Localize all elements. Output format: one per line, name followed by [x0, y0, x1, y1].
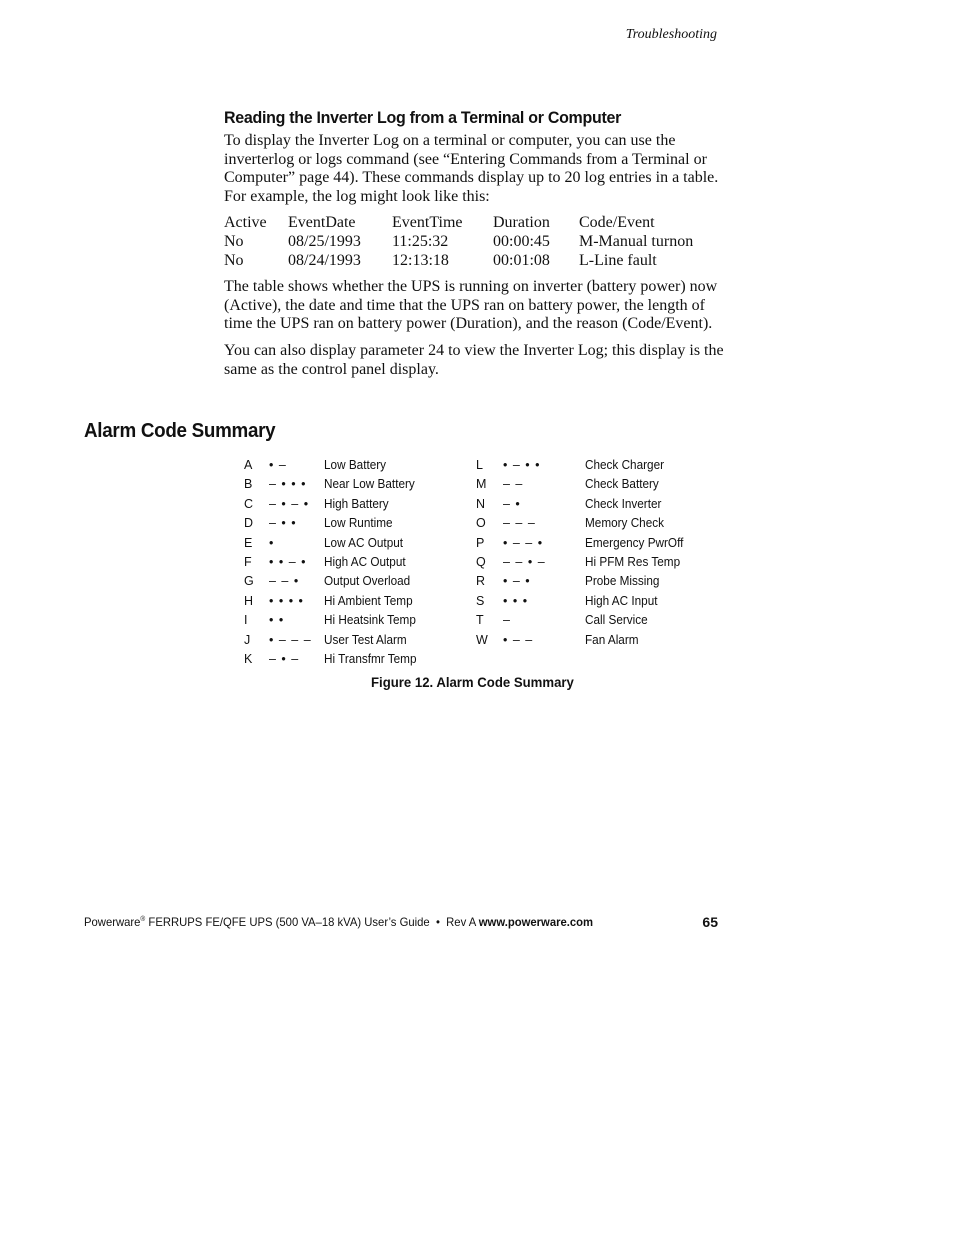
footer-title: FERRUPS FE/QFE UPS (500 VA–18 kVA) User’s Guide • Rev A	[145, 915, 479, 929]
alarm-code-pattern: – • • •	[269, 477, 307, 492]
alarm-code-letter: T	[476, 613, 484, 628]
alarm-code-pattern: – – –	[503, 516, 536, 531]
alarm-code-letter: O	[476, 516, 486, 531]
note-paragraph: You can also display parameter 24 to view the Inverter Log; this display is the same as the control panel display.	[224, 341, 724, 378]
alarm-code-description: Fan Alarm	[585, 632, 639, 647]
alarm-code-pattern: • – – –	[269, 632, 312, 647]
log-cell: L-Line fault	[579, 251, 657, 269]
alarm-code-letter: B	[244, 477, 253, 492]
alarm-code-pattern: – • •	[269, 516, 297, 531]
page-footer	[84, 914, 718, 932]
log-cell: 12:13:18	[392, 251, 449, 269]
log-cell: No	[224, 232, 244, 250]
alarm-code-pattern: – • – •	[269, 496, 310, 511]
alarm-code-pattern: – –	[503, 477, 524, 492]
alarm-code-description: Low Runtime	[324, 516, 393, 531]
alarm-code-description: High AC Input	[585, 593, 658, 608]
alarm-code-letter: D	[244, 516, 254, 531]
page-number: 65	[702, 914, 718, 930]
registered-mark: ®	[140, 916, 146, 923]
log-header-cell: EventTime	[392, 214, 463, 232]
alarm-code-pattern: – •	[503, 496, 521, 511]
log-header-row	[224, 214, 719, 233]
alarm-code-description: High AC Output	[324, 554, 406, 569]
log-cell: 00:01:08	[493, 251, 550, 269]
log-header-cell: EventDate	[288, 214, 356, 232]
log-cell: No	[224, 251, 244, 269]
alarm-code-letter: Q	[476, 554, 486, 569]
figure-caption: Figure 12. Alarm Code Summary	[371, 674, 574, 690]
section-heading: Reading the Inverter Log from a Terminal or Computer	[224, 108, 622, 127]
alarm-code-letter: H	[244, 593, 254, 608]
alarm-code-letter: S	[476, 593, 485, 608]
alarm-code-letter: G	[244, 574, 254, 589]
alarm-code-description: Call Service	[585, 613, 648, 628]
explanation-paragraph: The table shows whether the UPS is running on inverter (battery power) now (Active), the date and time that the UPS ran on battery power, the length of time the UPS ran on battery power (Duration), and the reason (Code/Event).	[224, 278, 718, 333]
alarm-code-letter: A	[244, 458, 253, 472]
alarm-code-description: Emergency PwrOff	[585, 535, 684, 550]
alarm-code-description: High Battery	[324, 496, 389, 511]
alarm-code-pattern: • – –	[503, 632, 534, 647]
footer-brand: Powerware	[84, 915, 141, 929]
alarm-code-pattern: –	[503, 613, 511, 628]
alarm-code-pattern: – – •	[269, 574, 300, 589]
alarm-code-letter: F	[244, 554, 252, 569]
alarm-code-letter: K	[244, 651, 253, 666]
alarm-code-description: Probe Missing	[585, 574, 660, 589]
running-head: Troubleshooting	[625, 27, 717, 42]
log-row	[224, 252, 719, 271]
alarm-code-letter: R	[476, 574, 486, 589]
alarm-code-pattern: • – •	[503, 574, 531, 589]
alarm-code-pattern: • – • •	[503, 458, 541, 472]
alarm-code-letter: J	[244, 632, 251, 647]
alarm-code-description: Check Battery	[585, 477, 659, 492]
alarm-code-description: Low AC Output	[324, 535, 404, 550]
log-cell: 11:25:32	[392, 232, 449, 250]
alarm-code-pattern: – • –	[269, 651, 300, 666]
alarm-code-description: Hi PFM Res Temp	[585, 554, 681, 569]
log-cell: M-Manual turnon	[579, 232, 694, 250]
alarm-code-letter: M	[476, 477, 487, 492]
alarm-code-description: Check Inverter	[585, 496, 662, 511]
alarm-summary-heading: Alarm Code Summary	[84, 420, 276, 442]
log-header-cell: Duration	[493, 214, 550, 232]
alarm-code-letter: E	[244, 535, 253, 550]
intro-paragraph: To display the Inverter Log on a terminal or computer, you can use the inverterlog or logs command (see “Entering Commands from a Terminal or Computer” page 44). These commands display up to 20 log entries in a table. For example, the log might look like this:	[224, 132, 719, 205]
alarm-code-pattern: •	[269, 535, 275, 550]
alarm-code-letter: P	[476, 535, 485, 550]
log-cell: 08/24/1993	[288, 251, 361, 269]
footer-text	[84, 915, 593, 929]
alarm-code-letter: I	[244, 613, 248, 628]
alarm-code-letter: L	[476, 458, 483, 472]
alarm-code-description: User Test Alarm	[324, 632, 407, 647]
alarm-code-pattern: • • •	[503, 593, 529, 608]
alarm-code-letter: N	[476, 496, 486, 511]
alarm-code-pattern: • •	[269, 613, 285, 628]
alarm-code-description: Hi Heatsink Temp	[324, 613, 416, 628]
alarm-code-description: Check Charger	[585, 458, 665, 472]
inverter-log-table	[224, 214, 719, 270]
alarm-code-pattern: • • – •	[269, 554, 307, 569]
inverter-log-section	[224, 108, 724, 387]
alarm-code-pattern: • • • •	[269, 593, 304, 608]
footer-url[interactable]: www.powerware.com	[478, 915, 594, 929]
alarm-code-description: Memory Check	[585, 516, 665, 531]
log-cell: 08/25/1993	[288, 232, 361, 250]
alarm-code-letter: C	[244, 496, 254, 511]
alarm-code-description: Hi Ambient Temp	[324, 593, 413, 608]
alarm-code-description: Low Battery	[324, 458, 387, 472]
alarm-code-description: Hi Transfmr Temp	[324, 651, 417, 666]
alarm-code-description: Output Overload	[324, 574, 411, 589]
log-header-cell: Code/Event	[579, 214, 655, 232]
alarm-code-letter: W	[476, 632, 488, 647]
log-header-cell: Active	[224, 214, 267, 232]
alarm-code-pattern: • –	[269, 458, 287, 472]
log-row	[224, 233, 719, 252]
alarm-code-description: Near Low Battery	[324, 477, 415, 492]
log-cell: 00:00:45	[493, 232, 550, 250]
alarm-code-pattern: • – – •	[503, 535, 544, 550]
alarm-code-pattern: – – • –	[503, 554, 546, 569]
